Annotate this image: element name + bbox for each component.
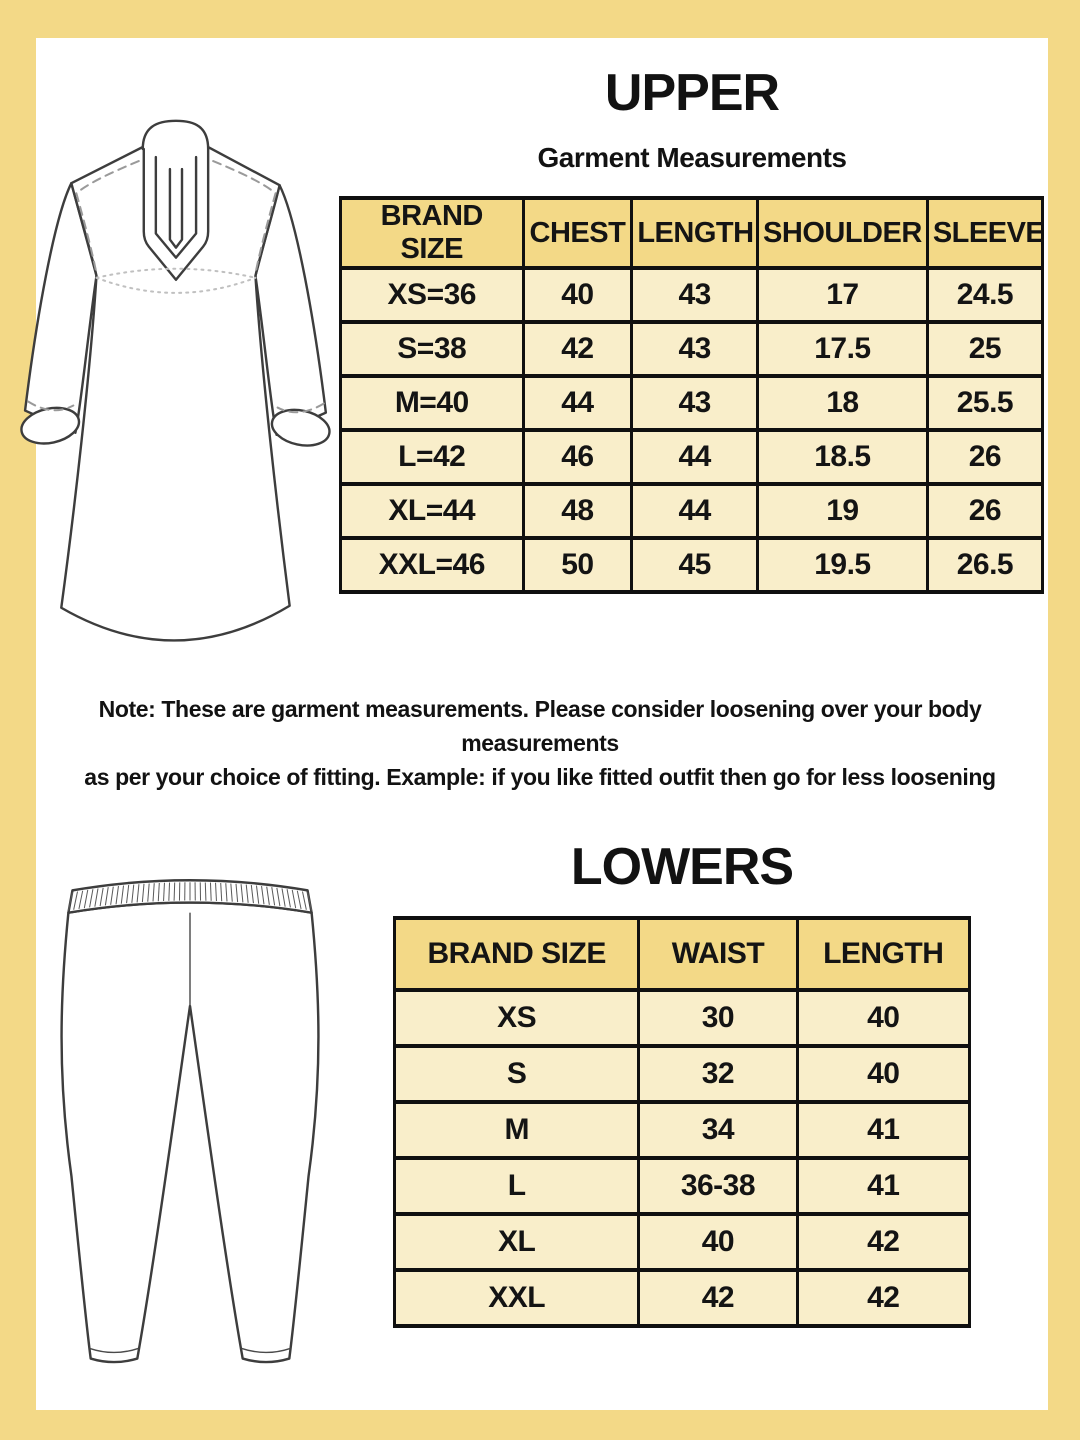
table-cell: 17 <box>757 268 927 322</box>
column-header: WAIST <box>639 918 797 990</box>
table-cell: 48 <box>523 484 632 538</box>
table-cell: S=38 <box>341 322 524 376</box>
column-header: CHEST <box>523 198 632 268</box>
table-row <box>395 1102 970 1158</box>
table-cell: 42 <box>797 1214 970 1270</box>
table-cell: 26 <box>927 430 1042 484</box>
table-cell: 43 <box>632 322 758 376</box>
table-cell: 26 <box>927 484 1042 538</box>
table-cell: M <box>395 1102 639 1158</box>
table-cell: 40 <box>797 990 970 1046</box>
table-cell: 40 <box>797 1046 970 1102</box>
table-cell: XXL <box>395 1270 639 1326</box>
measurement-note <box>36 692 1044 794</box>
table-cell: 34 <box>639 1102 797 1158</box>
table-cell: 19.5 <box>757 538 927 592</box>
table-row <box>395 1270 970 1326</box>
table-cell: 40 <box>639 1214 797 1270</box>
table-cell: 32 <box>639 1046 797 1102</box>
table-cell: 17.5 <box>757 322 927 376</box>
table-row <box>341 322 1043 376</box>
table-cell: L <box>395 1158 639 1214</box>
table-cell: M=40 <box>341 376 524 430</box>
table-cell: 25.5 <box>927 376 1042 430</box>
column-header: LENGTH <box>632 198 758 268</box>
column-header: BRAND SIZE <box>395 918 639 990</box>
column-header: SHOULDER <box>757 198 927 268</box>
pants-illustration <box>52 862 328 1394</box>
table-cell: 42 <box>797 1270 970 1326</box>
kurta-illustration <box>14 108 350 688</box>
table-cell: 40 <box>523 268 632 322</box>
lowers-title: LOWERS <box>570 838 794 896</box>
table-cell: 45 <box>632 538 758 592</box>
table-cell: 44 <box>632 484 758 538</box>
upper-subtitle: Garment Measurements <box>537 142 847 173</box>
table-cell: 43 <box>632 376 758 430</box>
table-cell: 41 <box>797 1102 970 1158</box>
table-cell: 42 <box>523 322 632 376</box>
lowers-header <box>393 838 971 896</box>
table-cell: 44 <box>632 430 758 484</box>
table-cell: 42 <box>639 1270 797 1326</box>
table-row <box>341 538 1043 592</box>
kurta-icon <box>14 108 350 688</box>
table-cell: 26.5 <box>927 538 1042 592</box>
upper-header <box>340 64 1044 174</box>
table-cell: 41 <box>797 1158 970 1214</box>
column-header: SLEEVE <box>927 198 1042 268</box>
table-cell: 44 <box>523 376 632 430</box>
table-cell: 19 <box>757 484 927 538</box>
table-row <box>341 484 1043 538</box>
table-cell: 30 <box>639 990 797 1046</box>
table-cell: 18 <box>757 376 927 430</box>
lowers-size-table <box>393 916 971 1328</box>
table-cell: XL=44 <box>341 484 524 538</box>
table-cell: XXL=46 <box>341 538 524 592</box>
table-cell: 46 <box>523 430 632 484</box>
header-row <box>395 918 970 990</box>
table-cell: 24.5 <box>927 268 1042 322</box>
table-cell: S <box>395 1046 639 1102</box>
upper-size-table <box>339 196 1044 594</box>
table-cell: XS <box>395 990 639 1046</box>
table-row <box>395 1046 970 1102</box>
table-row <box>395 990 970 1046</box>
table-cell: 25 <box>927 322 1042 376</box>
column-header: BRAND SIZE <box>341 198 524 268</box>
table-row <box>341 430 1043 484</box>
table-cell: 36-38 <box>639 1158 797 1214</box>
upper-title: UPPER <box>604 64 780 122</box>
table-cell: 43 <box>632 268 758 322</box>
pants-icon <box>52 862 328 1394</box>
header-row <box>341 198 1043 268</box>
table-cell: 50 <box>523 538 632 592</box>
note-line-2: as per your choice of fitting. Example: if you like fitted outfit then go for less loosening <box>84 764 996 790</box>
table-cell: 18.5 <box>757 430 927 484</box>
column-header: LENGTH <box>797 918 970 990</box>
table-row <box>341 268 1043 322</box>
table-cell: XL <box>395 1214 639 1270</box>
table-cell: XS=36 <box>341 268 524 322</box>
table-cell: L=42 <box>341 430 524 484</box>
table-row <box>341 376 1043 430</box>
table-row <box>395 1214 970 1270</box>
table-row <box>395 1158 970 1214</box>
note-line-1: Note: These are garment measurements. Please consider loosening over your body measurements <box>98 696 982 756</box>
